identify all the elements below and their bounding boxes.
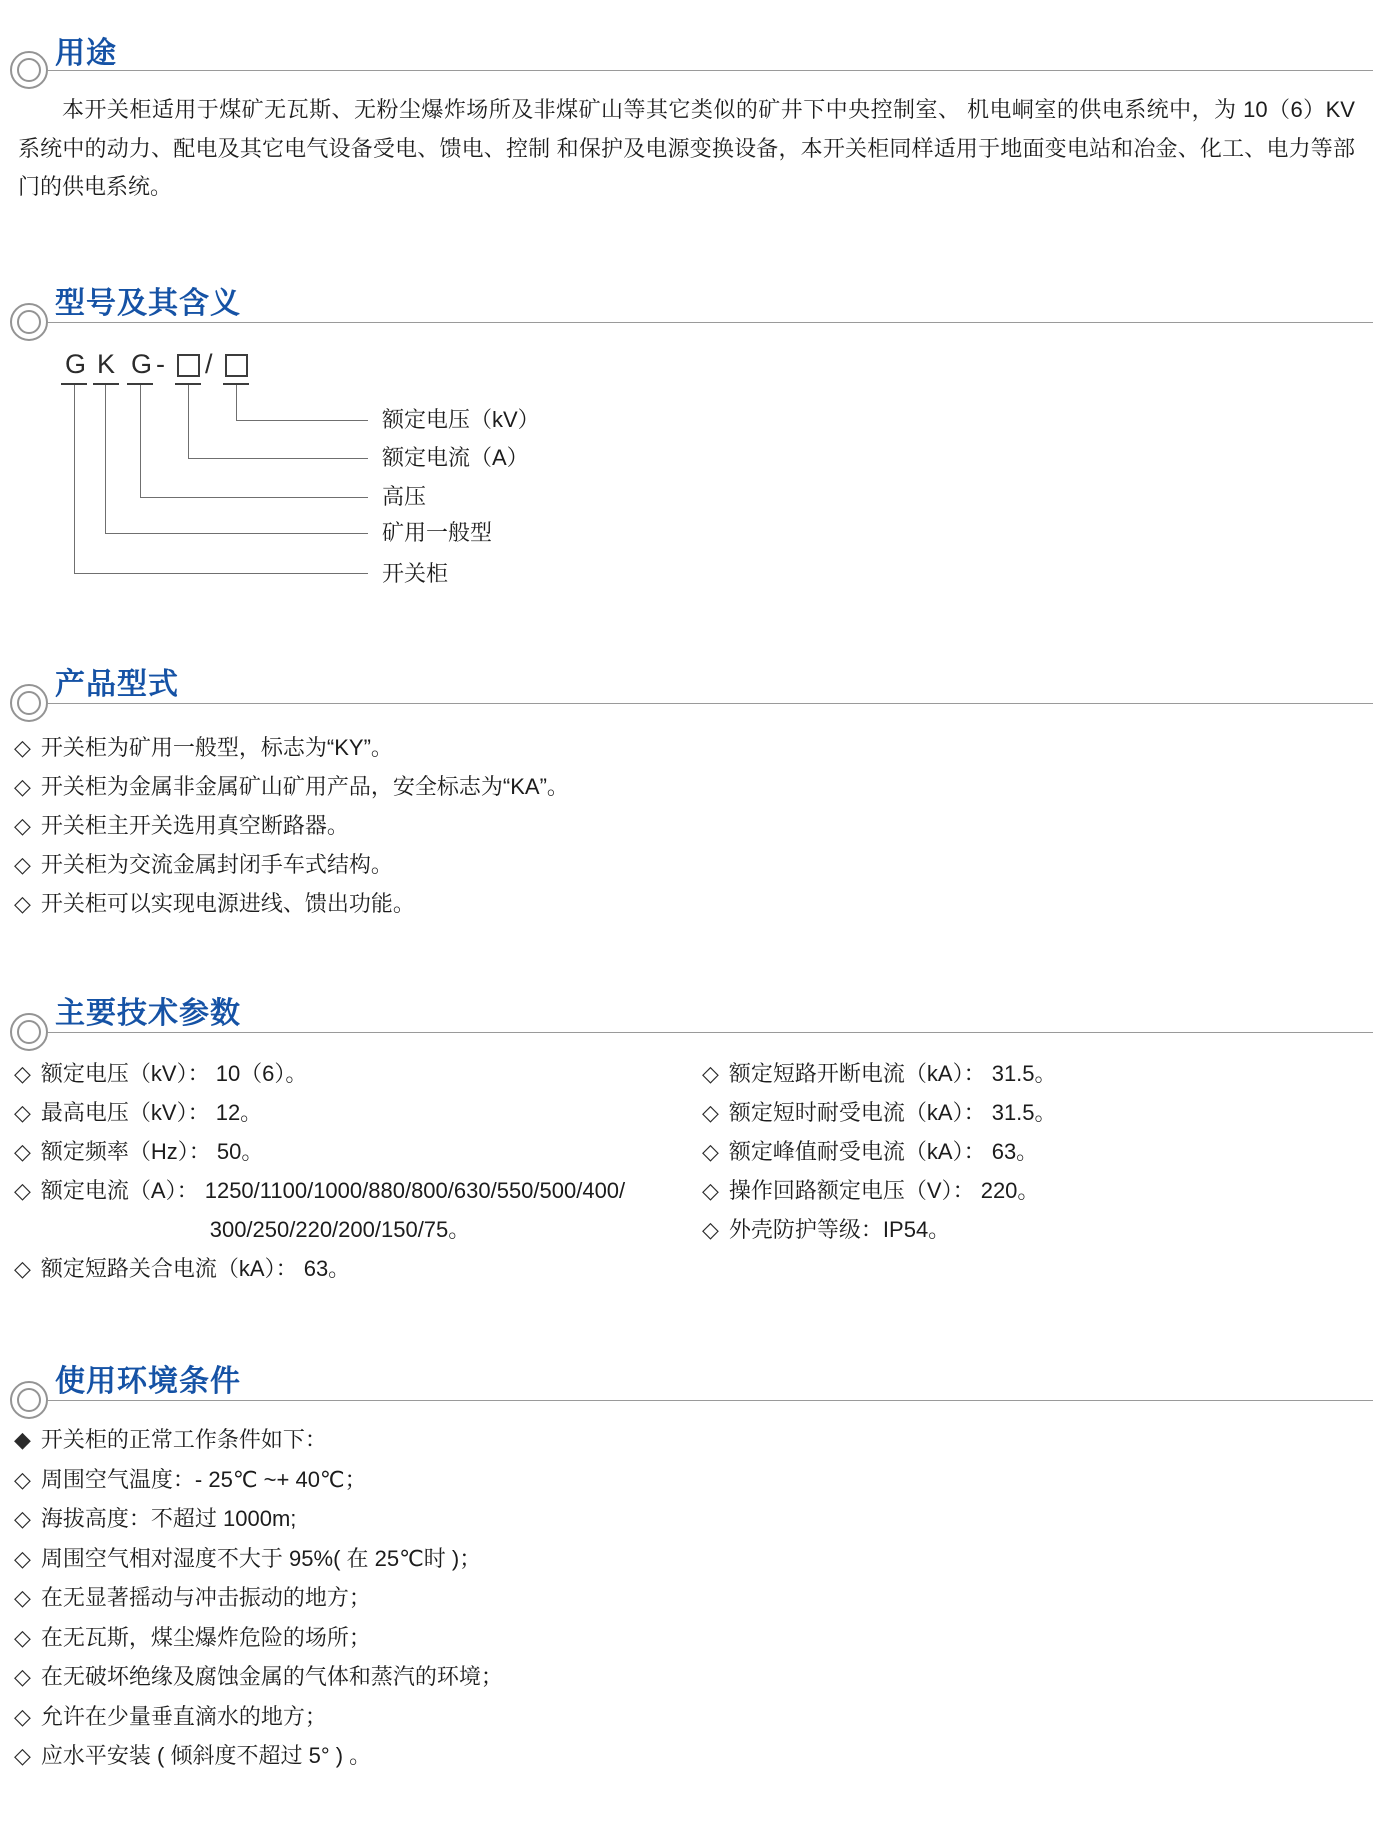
list-item-text: 周围空气相对湿度不大于 95%( 在 25℃时 )； [40,1545,482,1571]
param-value-multiline [205,1171,625,1249]
model-slash: / [205,349,213,379]
list-item [14,1578,503,1618]
list-item [14,845,569,884]
list-item [14,884,569,923]
list-item [14,1657,503,1697]
diamond-bullet-icon: ◇ [14,1545,31,1571]
list-item [14,1499,503,1539]
list-item-text: 应水平安装 ( 倾斜度不超过 5° ) 。 [40,1743,372,1768]
param-label: 额定电流（A）： [40,1178,205,1203]
section-rule-line [48,1032,1373,1033]
connector-line-switchgear [74,385,368,574]
list-item [14,1697,503,1737]
diamond-bullet-icon: ◇ [14,1139,31,1164]
list-item-text: 在无破坏绝缘及腐蚀金属的气体和蒸汽的环境； [40,1664,503,1689]
model-label-mining-type: 矿用一般型 [382,520,493,545]
section-ring-icon [10,684,48,722]
section-divider-product-type [0,683,1373,723]
diamond-bullet-icon: ◇ [14,1506,31,1531]
param-value-line2: 300/250/220/200/150/75。 [209,1217,471,1242]
list-item-text: 开关柜为矿用一般型，标志为“KY”。 [40,735,393,760]
section-ring-icon [10,303,48,341]
param-value-line1: 1250/1100/1000/880/800/630/550/500/400/ [204,1178,626,1203]
param-text: 外壳防护等级：IP54。 [728,1217,951,1242]
model-letter-1: G [65,349,87,379]
list-item [14,1736,503,1776]
section-rule-line [48,1400,1373,1401]
param-text: 额定电压（kV）： 10（6）。 [40,1061,308,1086]
diamond-bullet-icon: ◇ [702,1139,719,1164]
section-ring-inner-icon [17,58,41,82]
list-item [14,767,569,806]
diamond-bullet-icon: ◇ [702,1100,719,1125]
list-item [14,1539,503,1579]
list-item-text: 允许在少量垂直滴水的地方； [40,1703,327,1729]
section-ring-inner-icon [17,1020,41,1044]
param-text: 额定短路关合电流（kA）： 63。 [40,1256,351,1281]
list-item [702,1171,1362,1210]
list-item [14,1420,503,1460]
param-text: 额定短路开断电流（kA）： 31.5。 [728,1061,1057,1086]
list-item-text: 开关柜主开关选用真空断路器。 [40,813,349,838]
list-item [14,1132,686,1171]
list-item-text: 周围空气温度：- 25℃ ~+ 40℃； [40,1466,367,1492]
section-title-environment: 使用环境条件 [55,1365,241,1398]
section-ring-inner-icon [17,691,41,715]
purpose-paragraph: 本开关柜适用于煤矿无瓦斯、无粉尘爆炸场所及非煤矿山等其它类似的矿井下中央控制室、 机电峒室的供电系统中，为 10（6）KV 系统中的动力、配电及其它电气设备受电、馈电、控制 和保护及电源变换设备，本开关柜同样适用于地面变电站和冶金、化工、电力等部门的供电系统。 [18,97,1355,199]
diamond-bullet-icon: ◇ [14,1061,31,1086]
section-rule-line [48,70,1373,71]
diamond-bullet-icon: ◇ [14,1664,31,1689]
environment-list [14,1420,503,1776]
diamond-bullet-icon: ◇ [14,852,31,877]
list-item-text: 开关柜的正常工作条件如下： [40,1427,327,1452]
diamond-bullet-icon: ◇ [14,813,31,838]
section-ring-icon [10,1381,48,1419]
list-item [702,1210,1362,1249]
list-item-text: 在无显著摇动与冲击振动的地方； [40,1585,371,1610]
diamond-bullet-icon: ◇ [14,1256,31,1281]
list-item [14,1093,686,1132]
list-item [702,1093,1362,1132]
list-item [702,1132,1362,1171]
list-item [14,1054,686,1093]
list-item [14,1460,503,1500]
section-divider-model [0,302,1373,342]
tech-params-left-column [14,1054,686,1288]
list-item [14,728,569,767]
diamond-bullet-icon: ◇ [14,1703,31,1729]
model-label-rated-current: 额定电流（A） [382,445,529,470]
section-title-tech-params: 主要技术参数 [55,997,241,1030]
diamond-bullet-icon: ◇ [14,1743,31,1768]
model-letter-2: K [97,349,116,379]
section-divider-purpose [0,50,1373,90]
diamond-bullet-icon: ◇ [14,1585,31,1610]
list-item [702,1054,1362,1093]
diamond-bullet-icon: ◇ [14,891,31,916]
section-ring-inner-icon [17,1388,41,1412]
list-item-text: 开关柜可以实现电源进线、馈出功能。 [40,891,415,916]
section-ring-icon [10,1013,48,1051]
diamond-bullet-icon: ◇ [14,1178,31,1203]
list-item [14,1249,686,1288]
section-rule-line [48,322,1373,323]
diamond-bullet-icon: ◇ [14,1100,31,1125]
list-item-text: 开关柜为金属非金属矿山矿用产品，安全标志为“KA”。 [40,774,569,799]
model-label-switchgear: 开关柜 [382,561,449,586]
model-placeholder-box-1 [177,354,200,377]
diamond-bullet-icon: ◇ [14,774,31,799]
section-title-model: 型号及其含义 [55,287,241,320]
list-item [14,806,569,845]
diamond-bullet-icon: ◇ [702,1061,719,1086]
section-divider-tech-params [0,1012,1373,1052]
list-item-text: 海拔高度：不超过 1000m; [40,1506,297,1531]
model-code-diagram [0,350,700,610]
param-text: 最高电压（kV）： 12。 [40,1100,263,1125]
section-title-purpose: 用途 [55,37,117,70]
param-text: 额定峰值耐受电流（kA）： 63。 [728,1139,1039,1164]
model-letter-3: G [131,349,153,379]
list-item [14,1618,503,1658]
section-divider-environment [0,1380,1373,1420]
section-ring-inner-icon [17,310,41,334]
section-title-product-type: 产品型式 [55,668,179,701]
diamond-bullet-icon: ◇ [702,1178,719,1203]
diamond-bullet-icon: ◇ [14,1466,31,1492]
list-item-text: 开关柜为交流金属封闭手车式结构。 [40,852,393,877]
filled-diamond-bullet-icon: ◆ [14,1427,31,1452]
product-type-list [14,728,569,923]
model-label-high-voltage: 高压 [382,484,427,509]
list-item-rated-current [14,1171,686,1249]
diamond-bullet-icon: ◇ [14,735,31,760]
tech-params-right-column [702,1054,1362,1249]
param-text: 额定短时耐受电流（kA）： 31.5。 [728,1100,1057,1125]
diamond-bullet-icon: ◇ [702,1217,719,1242]
list-item-text: 在无瓦斯，煤尘爆炸危险的场所； [40,1624,371,1650]
model-dash: - [156,349,165,379]
param-text: 额定频率（Hz）： 50。 [40,1139,264,1164]
param-text: 操作回路额定电压（V）： 220。 [728,1178,1040,1203]
section-rule-line [48,703,1373,704]
model-placeholder-box-2 [225,354,248,377]
section-ring-icon [10,51,48,89]
diamond-bullet-icon: ◇ [14,1624,31,1650]
model-label-rated-voltage: 额定电压（kV） [382,407,540,432]
